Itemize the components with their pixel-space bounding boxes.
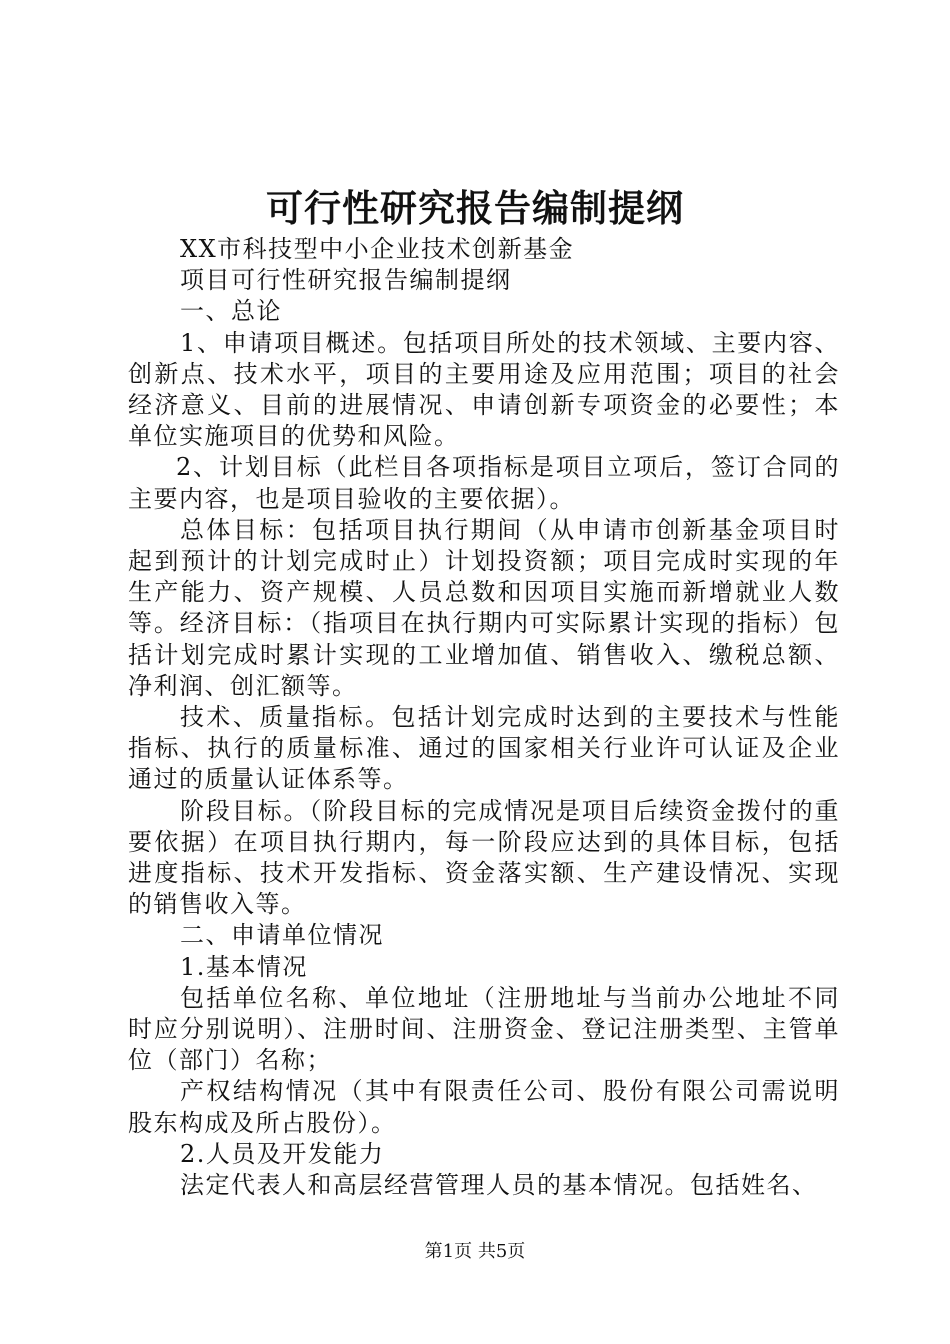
paragraph-legal-rep: 法定代表人和高层经营管理人员的基本情况。包括姓名、 <box>180 1171 818 1200</box>
paragraph-basic-info: 包括单位名称、单位地址（注册地址与当前办公地址不同时应分别说明）、注册时间、注册资金、登记注册类型、主管单位（部门）名称； <box>128 983 840 1075</box>
page-title: 可行性研究报告编制提纲 <box>266 186 684 230</box>
section-heading-general: 一、总论 <box>180 297 282 326</box>
paragraph-plan-goals: 2、计划目标（此栏目各项指标是项目立项后，签订合同的主要内容，也是项目验收的主要依据）。 <box>128 453 840 513</box>
paragraph-ownership: 产权结构情况（其中有限责任公司、股份有限公司需说明股东构成及所占股份）。 <box>128 1077 840 1137</box>
paragraph-subtitle: 项目可行性研究报告编制提纲 <box>180 266 512 295</box>
section-heading-applicant: 二、申请单位情况 <box>180 921 384 950</box>
paragraph-project-overview: 1、申请项目概述。包括项目所处的技术领域、主要内容、创新点、技术水平，项目的主要用途及应用范围；项目的社会经济意义、目前的进展情况、申请创新专项资金的必要性；本单位实施项目的优势和风险。 <box>128 328 840 451</box>
paragraph-overall-goals: 总体目标：包括项目执行期间（从申请市创新基金项目时起到预计的计划完成时止）计划投资额；项目完成时实现的年生产能力、资产规模、人员总数和因项目实施而新增就业人数等。经济目标：（指项目在执行期内可实际累计实现的指标）包括计划完成时累计实现的工业增加值、销售收入、缴税总额、净利润、创汇额等。 <box>128 515 840 700</box>
subheading-basic-info: 1.基本情况 <box>180 952 308 981</box>
paragraph-fund-name: XX市科技型中小企业技术创新基金 <box>180 235 575 263</box>
page-number: 第1页 共5页 <box>424 1241 526 1262</box>
paragraph-tech-quality: 技术、质量指标。包括计划完成时达到的主要技术与性能指标、执行的质量标准、通过的国家相关行业许可认证及企业通过的质量认证体系等。 <box>128 703 840 794</box>
document-body <box>128 234 840 1201</box>
paragraph-stage-goals: 阶段目标。（阶段目标的完成情况是项目后续资金拨付的重要依据）在项目执行期内，每一阶段应达到的具体目标，包括进度指标、技术开发指标、资金落实额、生产建设情况、实现的销售收入等。 <box>128 796 840 919</box>
subheading-staff: 2.人员及开发能力 <box>180 1139 385 1168</box>
